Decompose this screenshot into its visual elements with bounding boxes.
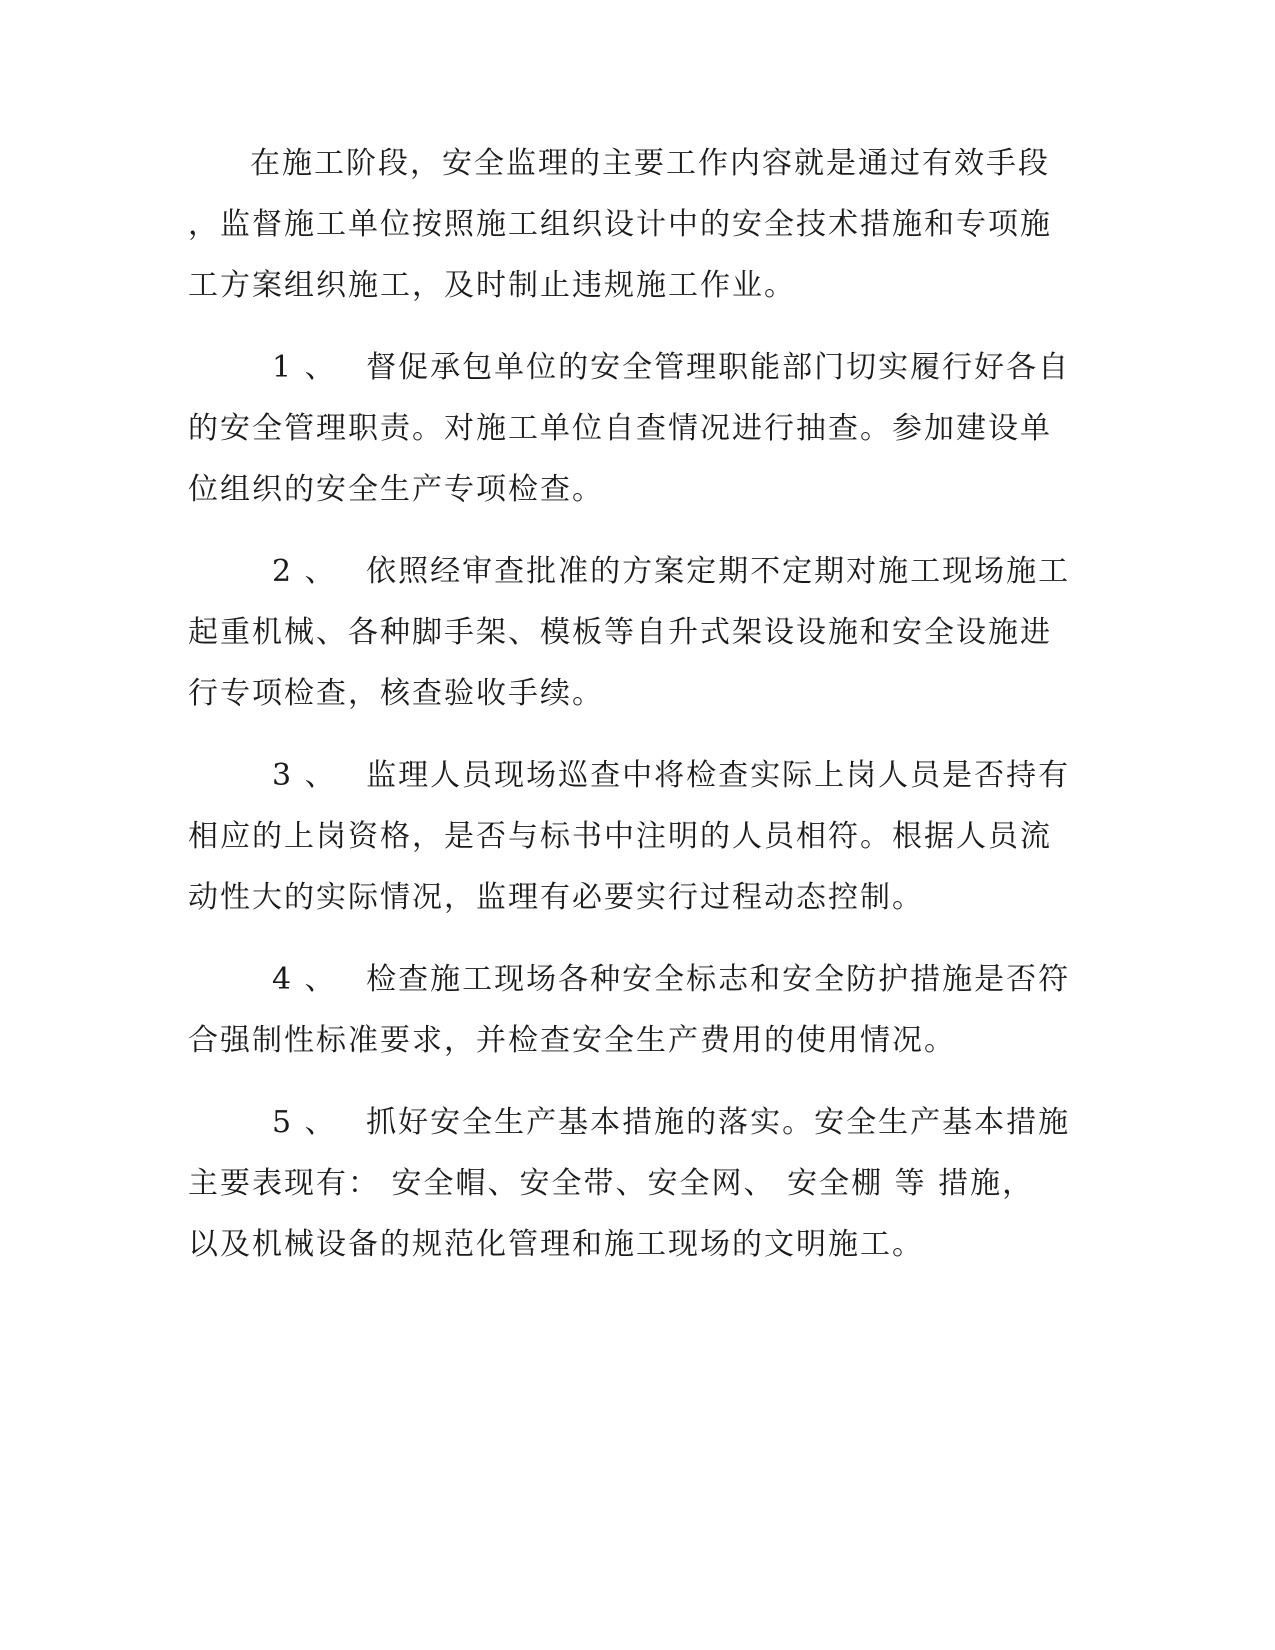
item-3-line-3: 动性大的实际情况，监理有必要实行过程动态控制。 xyxy=(188,880,924,915)
item-3-line-2: 相应的上岗资格，是否与标书中注明的人员相符。根据人员流 xyxy=(188,819,1052,854)
item-text: 抓好安全生产基本措施的落实。安全生产基本措施 xyxy=(366,1105,1071,1140)
item-text: 检查施工现场各种安全标志和安全防护措施是否符 xyxy=(366,962,1071,997)
item-text: 督促承包单位的安全管理职能部门切实履行好各自 xyxy=(366,350,1071,385)
item-5-line-1 xyxy=(250,1103,1150,1143)
item-2-line-1 xyxy=(250,552,1150,592)
item-number: 5 、 xyxy=(272,1105,337,1140)
item-5-line-3: 以及机械设备的规范化管理和施工现场的文明施工。 xyxy=(188,1227,924,1262)
item-text: 依照经审查批准的方案定期不定期对施工现场施工 xyxy=(366,554,1071,589)
item-number: 2 、 xyxy=(272,554,337,589)
item-4-line-1 xyxy=(250,960,1150,1000)
item-number: 1 、 xyxy=(272,350,337,385)
item-3-line-1 xyxy=(250,756,1150,796)
item-text: 监理人员现场巡查中将检查实际上岗人员是否持有 xyxy=(366,758,1071,793)
item-5-line-2: 主要表现有： 安全帽、安全带、安全网、 安全棚 等 措施， xyxy=(188,1166,1035,1201)
item-number: 4 、 xyxy=(272,962,337,997)
item-number: 3 、 xyxy=(272,758,337,793)
intro-line-1: 在施工阶段，安全监理的主要工作内容就是通过有效手段 xyxy=(250,146,1050,181)
intro-line-2: ，监督施工单位按照施工组织设计中的安全技术措施和专项施 xyxy=(188,207,1052,242)
item-1-line-2: 的安全管理职责。对施工单位自查情况进行抽查。参加建设单 xyxy=(188,411,1052,446)
intro-line-3: 工方案组织施工，及时制止违规施工作业。 xyxy=(188,268,796,303)
item-2-line-2: 起重机械、各种脚手架、模板等自升式架设设施和安全设施进 xyxy=(188,615,1052,650)
item-1-line-3: 位组织的安全生产专项检查。 xyxy=(188,472,604,507)
item-1-line-1 xyxy=(250,348,1150,388)
item-2-line-3: 行专项检查，核查验收手续。 xyxy=(188,676,604,711)
item-4-line-2: 合强制性标准要求，并检查安全生产费用的使用情况。 xyxy=(188,1023,956,1058)
